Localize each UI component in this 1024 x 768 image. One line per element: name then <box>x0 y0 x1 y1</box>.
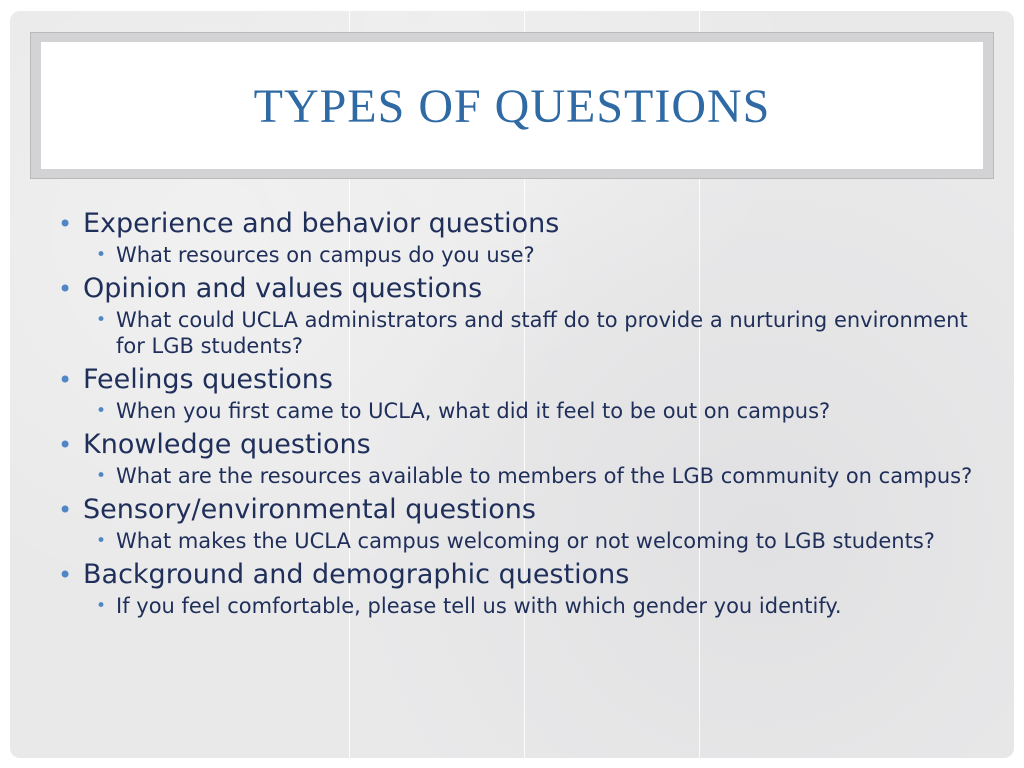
bullet-icon: • <box>96 401 107 421</box>
title-frame <box>30 32 994 179</box>
example-question: What are the resources available to members of the LGB community on campus? <box>116 464 973 488</box>
bullet-list <box>52 204 992 623</box>
list-item <box>52 558 992 592</box>
sub-list-item <box>52 463 992 489</box>
list-item <box>52 493 992 527</box>
bullet-icon: • <box>58 210 73 238</box>
question-type-heading: Experience and behavior questions <box>83 208 560 239</box>
example-question: What makes the UCLA campus welcoming or not welcoming to LGB students? <box>116 529 935 553</box>
sub-list-item <box>52 307 992 359</box>
bullet-icon: • <box>96 245 107 265</box>
bullet-icon: • <box>96 310 107 330</box>
question-type-heading: Background and demographic questions <box>83 559 630 590</box>
bullet-icon: • <box>58 366 73 394</box>
bullet-icon: • <box>96 596 107 616</box>
example-question: What resources on campus do you use? <box>116 243 535 267</box>
bullet-icon: • <box>58 275 73 303</box>
example-question: What could UCLA administrators and staff do to provide a nurturing environment for LGB students? <box>116 308 968 358</box>
question-type-heading: Opinion and values questions <box>83 273 483 304</box>
slide <box>10 11 1014 758</box>
list-item <box>52 428 992 462</box>
example-question: If you feel comfortable, please tell us with which gender you identify. <box>116 594 842 618</box>
question-type-heading: Feelings questions <box>83 364 333 395</box>
bullet-icon: • <box>58 431 73 459</box>
bullet-icon: • <box>58 496 73 524</box>
question-type-heading: Sensory/environmental questions <box>83 494 536 525</box>
list-item <box>52 363 992 397</box>
list-item <box>52 272 992 306</box>
bullet-icon: • <box>96 466 107 486</box>
slide-title: TYPES OF QUESTIONS <box>253 79 771 133</box>
sub-list-item <box>52 242 992 268</box>
sub-list-item <box>52 398 992 424</box>
title-box <box>41 42 983 169</box>
question-type-heading: Knowledge questions <box>83 429 371 460</box>
example-question: When you first came to UCLA, what did it feel to be out on campus? <box>116 399 831 423</box>
bullet-icon: • <box>58 561 73 589</box>
bullet-icon: • <box>96 531 107 551</box>
sub-list-item <box>52 528 992 554</box>
list-item <box>52 207 992 241</box>
sub-list-item <box>52 593 992 619</box>
